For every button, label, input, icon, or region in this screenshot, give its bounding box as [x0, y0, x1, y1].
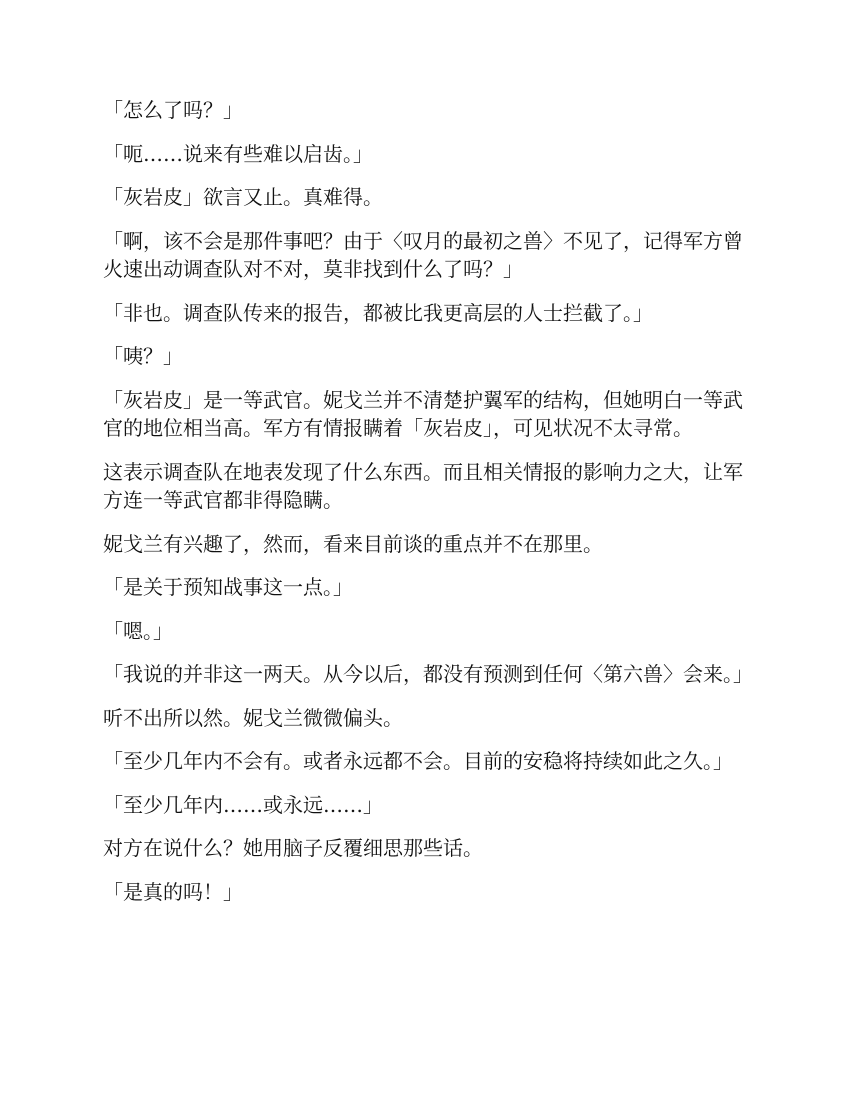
dialogue-paragraph: 「咦？」	[103, 344, 183, 368]
dialogue-paragraph: 「嗯。」	[103, 618, 173, 643]
narration-paragraph: 听不出所以然。妮戈兰微微偏头。	[103, 705, 403, 730]
dialogue-paragraph: 「至少几年内……或永远……」	[103, 792, 383, 817]
document-body	[103, 96, 753, 921]
dialogue-paragraph: 「啊，该不会是那件事吧？由于〈叹月的最初之兽〉不见了，记得军方曾火速出动调查队对不对，莫非找到什么了吗？」	[103, 228, 743, 281]
dialogue-paragraph: 「非也。调查队传来的报告，都被比我更高层的人士拦截了。」	[103, 300, 653, 325]
narration-paragraph: 「灰岩皮」是一等武官。妮戈兰并不清楚护翼军的结构，但她明白一等武官的地位相当高。军方有情报瞒着「灰岩皮」，可见状况不太寻常。	[103, 387, 743, 440]
dialogue-paragraph: 「怎么了吗？」	[103, 98, 243, 122]
narration-paragraph: 这表示调查队在地表发现了什么东西。而且相关情报的影响力之大，让军方连一等武官都非得隐瞒。	[103, 459, 743, 512]
dialogue-paragraph: 「我说的并非这一两天。从今以后，都没有预测到任何〈第六兽〉会来。」	[103, 662, 753, 686]
dialogue-paragraph: 「是关于预知战事这一点。」	[103, 575, 353, 599]
narration-paragraph: 对方在说什么？她用脑子反覆细思那些话。	[103, 836, 483, 860]
dialogue-paragraph: 「是真的吗！」	[103, 879, 243, 904]
dialogue-paragraph: 「至少几年内不会有。或者永远都不会。目前的安稳将持续如此之久。」	[103, 749, 733, 773]
dialogue-paragraph: 「呃……说来有些难以启齿。」	[103, 141, 373, 166]
narration-paragraph: 「灰岩皮」欲言又止。真难得。	[103, 185, 383, 209]
narration-paragraph: 妮戈兰有兴趣了，然而，看来目前谈的重点并不在那里。	[103, 531, 603, 556]
